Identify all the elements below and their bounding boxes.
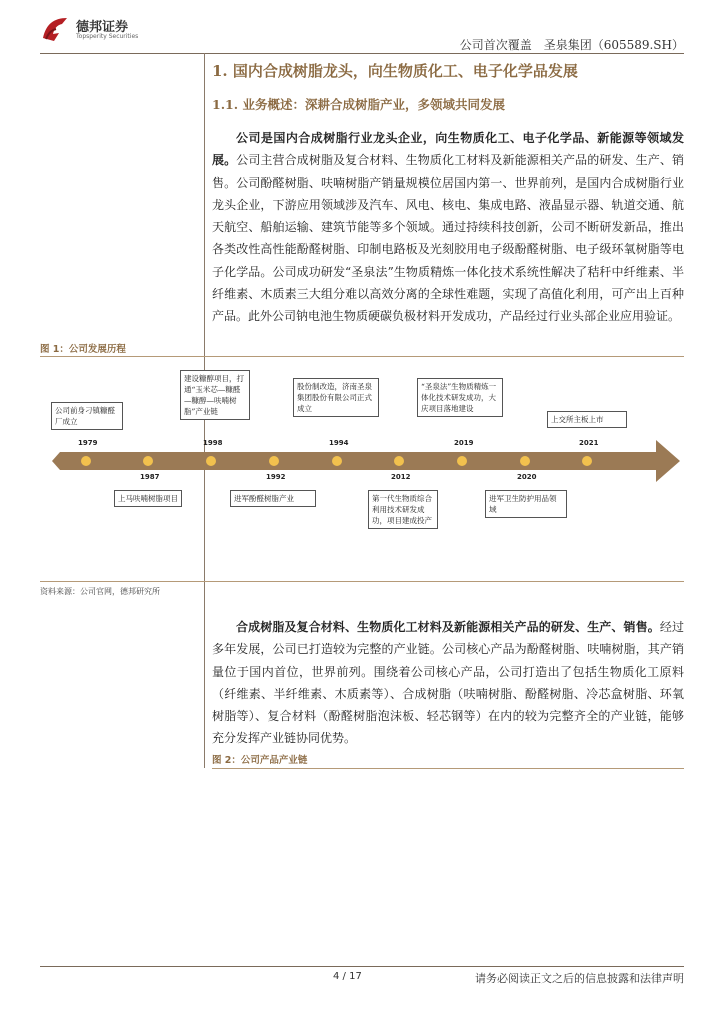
timeline-event: 建设糠醇项目，打通“玉米芯—糠醛—糠醇—呋喃树脂”产业链 <box>180 370 250 420</box>
timeline-dot-2020 <box>520 456 530 466</box>
paragraph-body: 经过多年发展，公司已打造较为完整的产业链。公司核心产品为酚醛树脂、呋喃树脂，其产销量位于国内首位，世界前列。围绕着公司核心产品，公司打造出了包括生物质化工原料（纤维素、半纤维素、木质素等）、合成树脂（呋喃树脂、酚醛树脂、冷芯盒树脂、环氧树脂等）、复合材料（酚醛树脂泡沫板、轻芯钢等）在内的较为完整齐全的产业链，能够充分发挥产业链协同优势。 <box>212 620 684 746</box>
timeline-event: 上马呋喃树脂项目 <box>114 490 182 507</box>
timeline-dot-1987 <box>143 456 153 466</box>
company-logo <box>40 14 190 48</box>
paragraph-body: 公司主营合成树脂及复合材料、生物质化工材料及新能源相关产品的研发、生产、销售。公司酚醛树脂、呋喃树脂产销量规模位居国内第一、世界前列，是国内合成树脂行业龙头企业，下游应用领域涉及汽车、风电、核电、集成电路、液晶显示器、轨道交通、航天航空、船舶运输、建筑节能等多个领域。通过持续科技创新，公司不断研发新品，推出各类改性高性能酚醛树脂、印制电路板及光刻胶用电子级酚醛树脂、电子级环氧树脂等电子化学品。公司成功研发“圣泉法”生物质精炼一体化技术系统性解决了秸秆中纤维素、半纤维素、木质素三大组分难以高效分离的全球性难题，实现了高值化利用，可产出上百种产品。此外公司钠电池生物质硬碳负极材料开发成功，产品经过行业头部企业应用验证。 <box>212 153 684 324</box>
year-label: 2019 <box>454 439 474 447</box>
timeline-figure <box>40 360 684 578</box>
year-label: 1979 <box>78 439 98 447</box>
figure-2-rule <box>212 768 684 769</box>
figure-1-source: 资料来源：公司官网，德邦研究所 <box>40 587 160 596</box>
timeline-dot-2019 <box>457 456 467 466</box>
year-label: 1987 <box>140 473 160 481</box>
timeline-dot-1998 <box>206 456 216 466</box>
year-label: 2021 <box>579 439 599 447</box>
subsection-heading: 1.1. 业务概述：深耕合成树脂产业，多领域共同发展 <box>212 97 505 112</box>
timeline-event: 公司前身刁镇糠醛厂成立 <box>51 402 123 430</box>
figure-2-title: 图 2：公司产品产业链 <box>212 755 308 766</box>
header-divider <box>40 53 684 54</box>
timeline-event: “圣泉法”生物质精炼一体化技术研发成功，大庆项目落地建设 <box>417 378 503 417</box>
footer-disclaimer: 请务必阅读正文之后的信息披露和法律声明 <box>475 972 684 985</box>
timeline-dot-1992 <box>269 456 279 466</box>
logo-text-cn: 德邦证券 <box>76 20 129 35</box>
timeline-event: 上交所主板上市 <box>547 411 627 428</box>
figure-1-bottom-rule <box>40 581 684 582</box>
year-label: 1998 <box>203 439 223 447</box>
year-label: 1994 <box>329 439 349 447</box>
header-report-title: 公司首次覆盖 圣泉集团（605589.SH） <box>459 38 684 52</box>
timeline-event: 第一代生物质综合利用技术研发成功，项目建成投产 <box>368 490 438 529</box>
paragraph-lead-bold: 公司是国内合成树脂行业龙头企业，向生物质化工、电子化学品、新能源等领域发展。 <box>212 131 684 168</box>
figure-1-rule <box>40 356 684 357</box>
logo-text-en: Topsperity Securities <box>76 33 139 40</box>
page-number: 4 / 17 <box>333 971 362 982</box>
year-label: 2012 <box>391 473 411 481</box>
logo-mark-icon <box>40 14 70 44</box>
footer-divider <box>40 966 684 967</box>
timeline-dot-1994 <box>332 456 342 466</box>
year-label: 1992 <box>266 473 286 481</box>
timeline-dot-1979 <box>81 456 91 466</box>
section-heading: 1. 国内合成树脂龙头，向生物质化工、电子化学品发展 <box>212 62 578 80</box>
timeline-event: 股份制改造，济南圣泉集团股份有限公司正式成立 <box>293 378 379 417</box>
paragraph-lead-bold: 合成树脂及复合材料、生物质化工材料及新能源相关产品的研发、生产、销售。 <box>236 620 660 634</box>
timeline-event: 进军酚醛树脂产业 <box>230 490 316 507</box>
year-label: 2020 <box>517 473 537 481</box>
paragraph-business-overview <box>212 127 684 328</box>
paragraph-product-chain <box>212 616 684 750</box>
figure-1-title: 图 1：公司发展历程 <box>40 344 126 355</box>
timeline-dot-2021 <box>582 456 592 466</box>
timeline-dot-2012 <box>394 456 404 466</box>
timeline-event: 进军卫生防护用品领域 <box>485 490 567 518</box>
